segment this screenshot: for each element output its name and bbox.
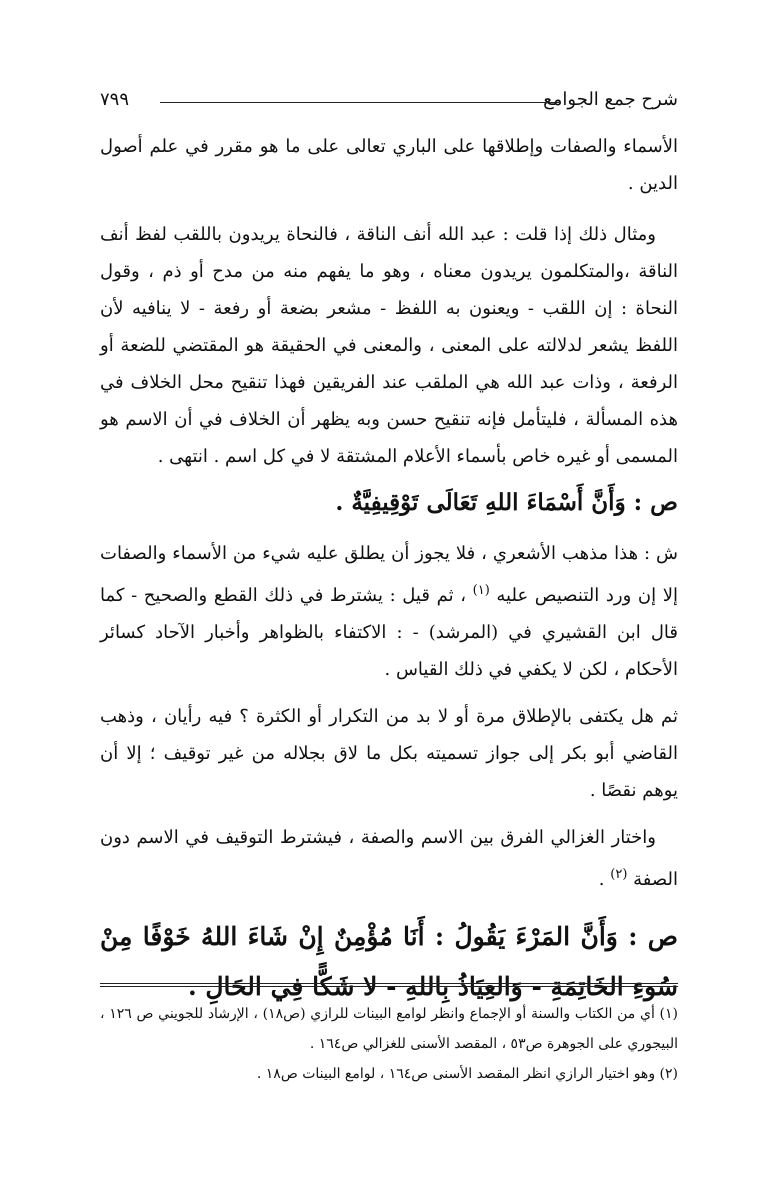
paragraph-gap [100,202,678,216]
paragraph-5-text-b: . [598,869,605,890]
footnote-ref-2[interactable]: (٢) [610,867,628,882]
footnote-rule-thin [100,986,678,987]
paragraph-gap [100,809,678,819]
paragraph-3-text-a: ش : هذا مذهب الأشعري ، فلا يجوز أن يطلق عليه شيء من الأسماء والصفات إلا إن ورد التنصيص عليه [100,543,678,606]
paragraph-1: الأسماء والصفات وإطلاقها على الباري تعالى على ما هو مقرر في علم أصول الدين . [100,136,678,194]
footnote-ref-1[interactable]: (١) [472,583,490,598]
footnote-2: (٢) وهو اختيار الرازي انظر المقصد الأسنى ص١٦٤ ، لوامع البينات ص١٨ . [256,1066,678,1082]
paragraph-5-text-a: واختار الغزالي الفرق بين الاسم والصفة ، فيشترط التوقيف في الاسم دون الصفة [100,827,678,890]
paragraph-2: ومثال ذلك إذا قلت : عبد الله أنف الناقة ، فالنحاة يريدون باللقب لفظ أنف الناقة ،والمتكلمون يريدون معناه ، وهو ما يفهم منه من مدح أو ذم ، وقول النحاة : إن اللقب - ويعنون به اللفظ - مشعر بضعة أو رفعة - لا ينافيه لأن اللفظ يشعر لدلالته على المعنى ، والمعنى في الحقيقة هو المقتضي للضعة أو الرفعة ، وذات عبد الله هي الملقب عند الفريقين فهذا تنقيح محل الخلاف في هذه المسألة ، فليتأمل فإنه تنقيح حسن وبه يظهر أن الخلاف في أن الاسم هو المسمى أو غيره خاص بأسماء الأعلام المشتقة لا في كل اسم . انتهى . [100,224,678,467]
matn-heading-2: ص : وَأَنَّ المَرْءَ يَقُولُ : أَنَا مُؤْمِنٌ إِنْ شَاءَ اللهُ خَوْفًا مِنْ سُوءِ الخَاتِمَةِ - وَالعِيَاذُ بِاللهِ - لا شَكًّا فِي الحَالِ . [100,922,678,1001]
running-title: شرح جمع الجوامع [543,89,678,110]
footnote-rule [100,983,678,984]
paragraph-gap [100,688,678,698]
page-number: ٧٩٩ [100,89,130,110]
paragraph-3 [100,535,678,688]
header-rule [160,102,560,103]
paragraph-3-text-b: ، ثم قيل : يشترط في ذلك القطع والصحيح - كما قال ابن القشيري في (المرشد) - : الاكتفاء بالظواهر وأخبار الآحاد كسائر الأحكام ، لكن لا يكفي في ذلك القياس . [100,585,678,680]
paragraph-gap [100,525,678,535]
paragraph-4: ثم هل يكتفى بالإطلاق مرة أو لا بد من التكرار أو الكثرة ؟ فيه رأيان ، وذهب القاضي أبو بكر إلى جواز تسميته بكل ما لاق بجلاله من غير توقيف ؛ إلا أن يوهم نقصًا . [100,706,678,801]
footnotes [100,983,678,1089]
paragraph-gap [100,898,678,912]
page-header [100,88,678,118]
paragraph-5 [100,819,678,898]
main-text [100,128,678,1012]
footnote-1: (١) أي من الكتاب والسنة أو الإجماع وانظر لوامع البينات للرازي (ص١٨) ، الإرشاد للجويني ص ١٢٦ ، البيجوري على الجوهرة ص٥٣ ، المقصد الأسنى للغزالي ص١٦٤ . [100,1006,679,1052]
matn-heading-1: ص : وَأَنَّ أَسْمَاءَ اللهِ تَعَالَى تَوْقِيفِيَّةٌ . [335,489,678,516]
